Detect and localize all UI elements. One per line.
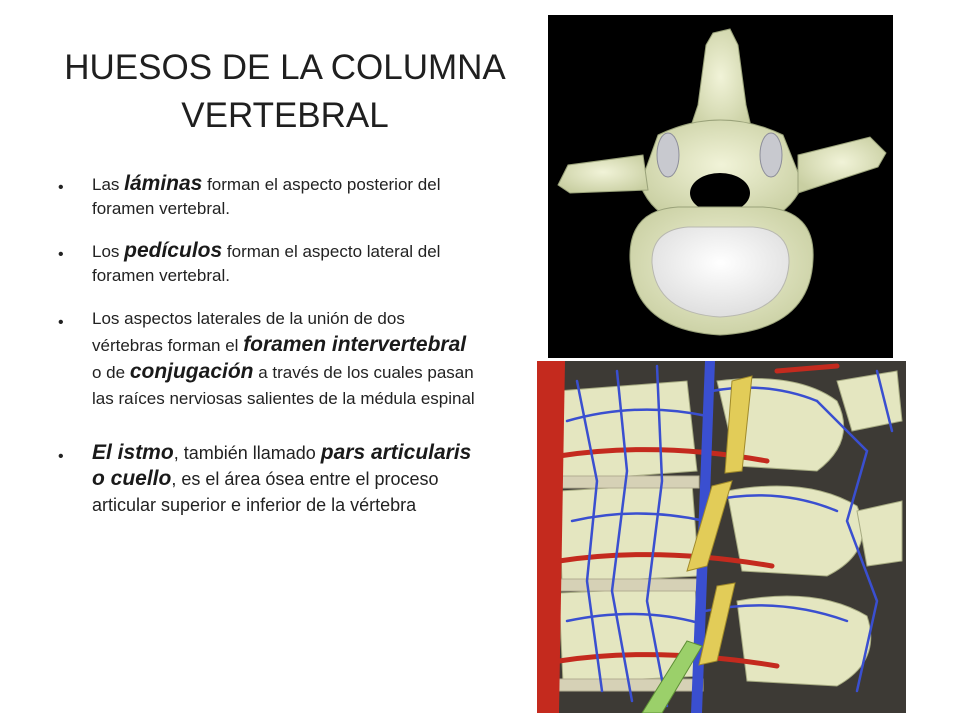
bullet-text: Los xyxy=(92,242,125,261)
bullet-emphasis: El istmo xyxy=(92,441,174,464)
bullet-emphasis: pars articularis o cuello xyxy=(92,441,472,490)
bullet-dot-icon: • xyxy=(58,448,64,465)
bullet-dot-icon: • xyxy=(58,246,64,263)
bullet-text: , también llamado xyxy=(173,443,321,463)
bullet-text: forman el aspecto lateral del foramen vertebral. xyxy=(92,242,441,285)
bullet-laminas xyxy=(58,172,478,221)
bullet-emphasis: pedículos xyxy=(124,239,223,262)
bullet-text: , es el área ósea entre el proceso articular superior e inferior de la vértebra xyxy=(92,469,439,515)
vertebra-superior-view-illustration xyxy=(548,15,893,358)
bullet-pediculos xyxy=(58,239,478,288)
bullet-foramen xyxy=(58,306,478,412)
vertebra-icon xyxy=(548,15,893,358)
bullet-text: a través de los cuales pasan las raíces nerviosas salientes de la médula espinal xyxy=(92,363,475,408)
bullet-emphasis: láminas xyxy=(124,172,203,195)
slide-title: HUESOS DE LA COLUMNA VERTEBRAL xyxy=(64,48,506,135)
bullet-istmo xyxy=(58,440,478,518)
spine-lateral-vessels-nerves-illustration xyxy=(537,361,906,713)
bullet-text: Las xyxy=(92,175,125,194)
bullet-list xyxy=(58,172,478,518)
bullet-text: Los aspectos laterales de la unión de dos vértebras forman el xyxy=(92,309,405,355)
bullet-dot-icon: • xyxy=(58,314,64,331)
spine-anatomy-icon xyxy=(537,361,906,713)
bullet-emphasis: conjugación xyxy=(129,360,254,383)
bullet-text: forman el aspecto posterior del foramen vertebral. xyxy=(92,175,441,218)
bullet-text: o de xyxy=(92,363,130,382)
bullet-dot-icon: • xyxy=(58,179,64,196)
bullet-emphasis: foramen intervertebral xyxy=(243,333,467,356)
